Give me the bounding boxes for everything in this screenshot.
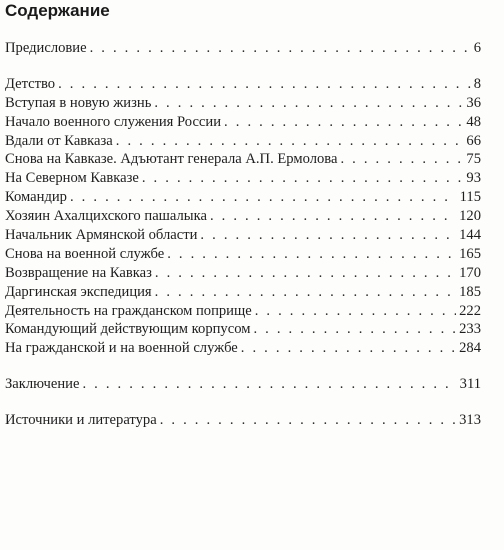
toc-entry	[5, 283, 481, 302]
toc-leader-dots	[255, 302, 456, 321]
toc-entry	[5, 245, 481, 264]
toc-leader-dots	[253, 320, 456, 339]
toc-entry	[5, 226, 481, 245]
toc-leader-dots	[90, 39, 471, 58]
toc-entry-title: Даргинская экспедиция	[5, 283, 152, 300]
toc-entry-title: Вступая в новую жизнь	[5, 94, 152, 111]
toc-entry-title: Начальник Армянской области	[5, 227, 198, 244]
toc-entry-title: На гражданской и на военной службе	[5, 340, 238, 357]
page-title: Содержание	[5, 1, 110, 20]
toc-entry	[5, 411, 481, 430]
toc-leader-dots	[155, 283, 456, 302]
toc-entry-title: Командир	[5, 189, 67, 206]
toc-leader-dots	[142, 169, 464, 188]
toc-leader-dots	[200, 226, 456, 245]
toc-entry-page: 48	[466, 113, 481, 130]
toc-entry-page: 284	[459, 340, 481, 357]
toc-entry	[5, 75, 481, 94]
toc-entry	[5, 188, 481, 207]
toc-entry	[5, 39, 481, 58]
toc-entry	[5, 207, 481, 226]
toc-leader-dots	[116, 132, 464, 151]
toc-entry-page: 165	[459, 245, 481, 262]
toc-entry-title: Снова на военной службе	[5, 245, 165, 262]
toc-entry-title: Начало военного служения России	[5, 113, 222, 130]
table-of-contents	[5, 39, 481, 430]
toc-entry	[5, 132, 481, 151]
toc-leader-dots	[241, 339, 456, 358]
toc-leader-dots	[154, 94, 463, 113]
toc-entry-page: 115	[459, 189, 481, 206]
toc-entry-page: 170	[459, 264, 481, 281]
toc-entry	[5, 375, 481, 394]
toc-entry-page: 8	[473, 75, 481, 92]
toc-entry	[5, 302, 481, 321]
toc-entry-title: Детство	[5, 75, 56, 92]
toc-entry	[5, 94, 481, 113]
toc-entry-page: 120	[459, 208, 481, 225]
toc-entry-title: Заключение	[5, 376, 80, 393]
toc-entry-title: Хозяин Ахалцихского пашалыка	[5, 208, 207, 225]
toc-entry	[5, 264, 481, 283]
toc-entry-page: 222	[459, 302, 481, 319]
toc-entry-page: 311	[459, 376, 481, 393]
toc-entry-title: Снова на Кавказе. Адъютант генерала А.П. Ермолова	[5, 151, 338, 168]
toc-entry-title: Источники и литература	[5, 412, 157, 429]
toc-leader-dots	[167, 245, 456, 264]
toc-entry-title: На Северном Кавказе	[5, 170, 139, 187]
toc-entry	[5, 320, 481, 339]
toc-entry-page: 36	[466, 94, 481, 111]
toc-entry	[5, 150, 481, 169]
toc-entry-page: 313	[459, 412, 481, 429]
toc-entry-page: 93	[466, 170, 481, 187]
toc-entry-title: Командующий действующим корпусом	[5, 321, 251, 338]
toc-leader-dots	[160, 411, 456, 430]
toc-entry	[5, 113, 481, 132]
toc-entry-page: 75	[466, 151, 481, 168]
toc-entry	[5, 169, 481, 188]
toc-leader-dots	[210, 207, 456, 226]
toc-entry-title: Деятельность на гражданском поприще	[5, 302, 252, 319]
toc-entry-page: 6	[473, 40, 481, 56]
toc-entry	[5, 339, 481, 358]
toc-leader-dots	[82, 375, 456, 394]
toc-entry-page: 233	[459, 321, 481, 338]
toc-leader-dots	[340, 150, 463, 169]
toc-entry-title: Предисловие	[5, 40, 87, 56]
toc-entry-page: 185	[459, 283, 481, 300]
toc-leader-dots	[58, 75, 471, 94]
toc-entry-page: 144	[459, 227, 481, 244]
toc-entry-page: 66	[466, 132, 481, 149]
toc-entry-title: Вдали от Кавказа	[5, 132, 113, 149]
toc-leader-dots	[155, 264, 456, 283]
toc-entry-title: Возвращение на Кавказ	[5, 264, 152, 281]
toc-leader-dots	[70, 188, 457, 207]
toc-leader-dots	[224, 113, 463, 132]
